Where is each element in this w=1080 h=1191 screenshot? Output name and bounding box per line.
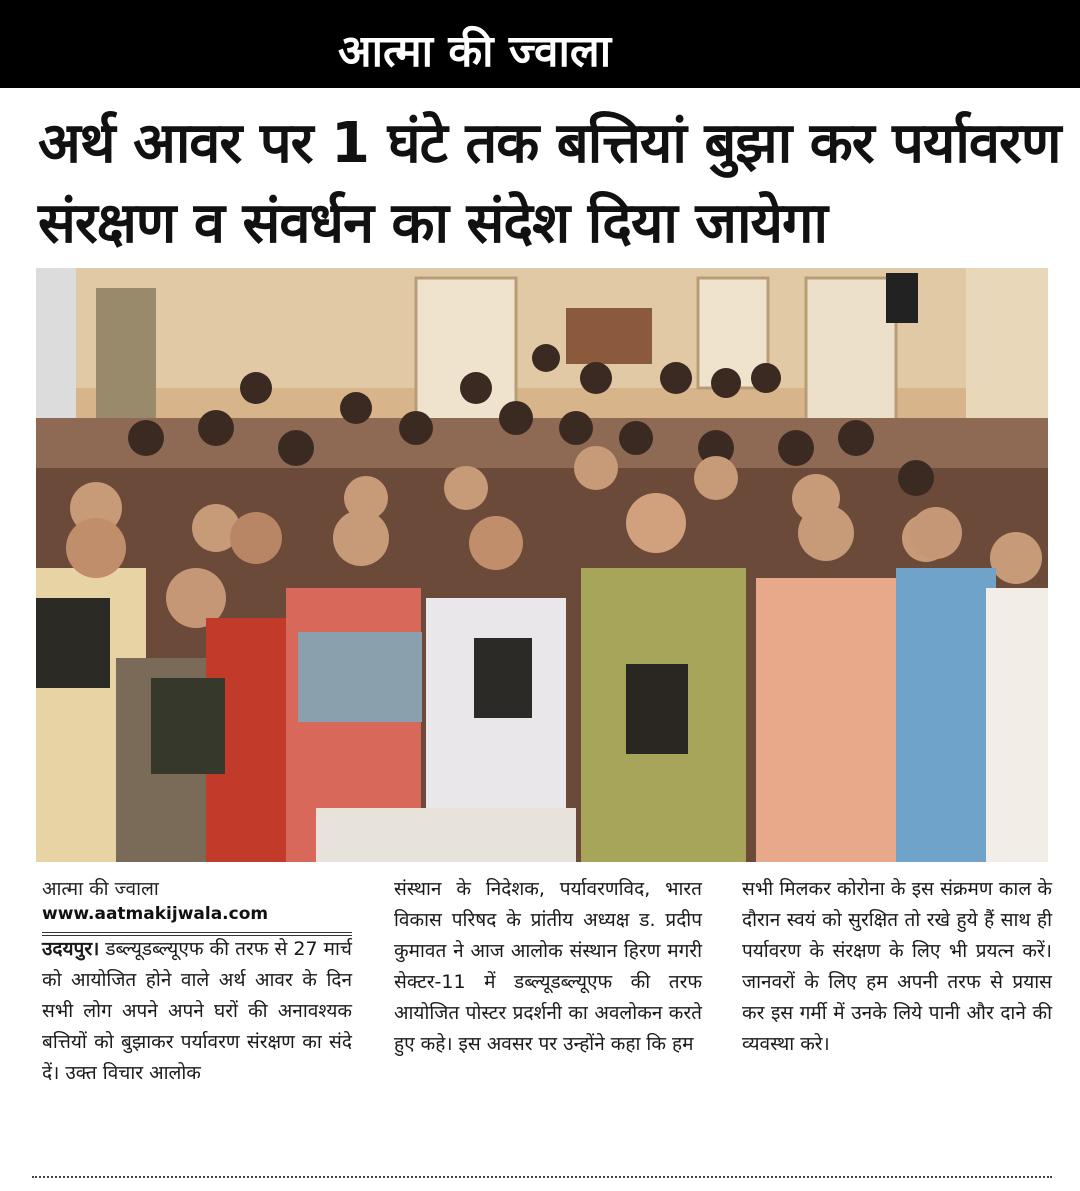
bottom-divider bbox=[32, 1176, 1052, 1178]
dateline: उदयपुर। bbox=[42, 938, 100, 960]
masthead-title: आत्मा की ज्वाला bbox=[338, 22, 738, 82]
byline-source: आत्मा की ज्वाला bbox=[42, 878, 159, 900]
article-column-2 bbox=[394, 874, 702, 1060]
group-photo bbox=[36, 268, 1048, 862]
article-column-3 bbox=[742, 874, 1052, 1060]
byline-url[interactable]: www.aatmakijwala.com bbox=[42, 904, 269, 924]
article-column-1 bbox=[42, 934, 352, 1089]
masthead-bar bbox=[0, 0, 1080, 88]
group-photo-image bbox=[36, 268, 1048, 862]
article-col1-text: डब्ल्यूडब्ल्यूएफ की तरफ से 27 मार्च को आयोजित होने वाले अर्थ आवर के दिन सभी लोग अपने अपने घरों की अनावश्यक बत्तियों को बुझाकर पर्यावरण संरक्षण का संदे दें। उक्त विचार आलोक bbox=[42, 938, 352, 1084]
headline bbox=[38, 104, 1061, 264]
article-col2-text: संस्थान के निदेशक, पर्यावरणविद, भारत विकास परिषद के प्रांतीय अध्यक्ष ड. प्रदीप कुमावत ने आज आलोक संस्थान हिरण मगरी सेक्टर-11 में डब्ल्यूडब्ल्यूएफ की तरफ आयोजित पोस्टर प्रदर्शनी का अवलोकन करते हुए कहे। इस अवसर पर उन्होंने कहा कि हम bbox=[394, 878, 702, 1055]
byline bbox=[42, 876, 352, 940]
headline-line-1: अर्थ आवर पर 1 घंटे तक बत्तियां बुझा कर पर्यावरण bbox=[38, 111, 1061, 176]
headline-line-2: संरक्षण व संवर्धन का संदेश दिया जायेगा bbox=[38, 191, 828, 256]
article-col3-text: सभी मिलकर कोरोना के इस संक्रमण काल के दौरान स्वयं को सुरक्षित तो रखे हुये हैं साथ ही पर्यावरण के संरक्षण के लिए भी प्रयत्न करें। जानवरों के लिए हम अपनी तरफ से प्रयास कर इस गर्मी में उनके लिये पानी और दाने की व्यवस्था करे। bbox=[742, 878, 1052, 1055]
